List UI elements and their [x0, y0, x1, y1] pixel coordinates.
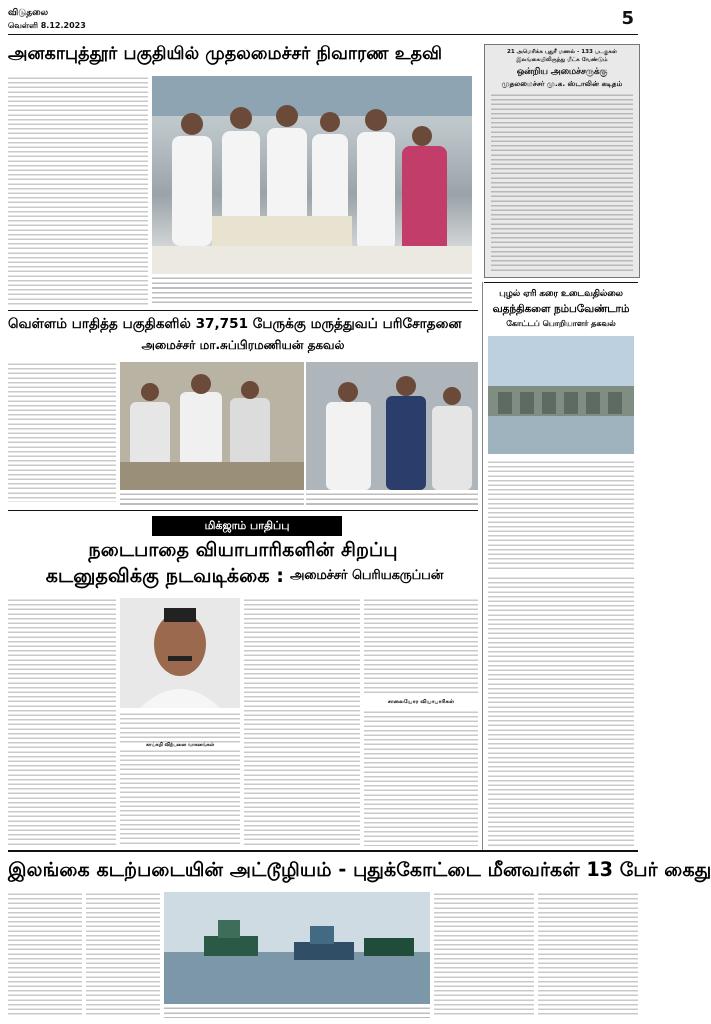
puzhal-lake-photo: [488, 336, 634, 454]
minister-portrait: [120, 598, 240, 708]
medical-story-body: [8, 362, 116, 502]
top-story-headline: அனகாபுத்தூர் பகுதியில் முதலமைச்சர் நிவாரண உதவி: [8, 44, 443, 64]
medical-caption-left: [120, 492, 304, 506]
michaung-sub-vendors: சாலையோர வியாபாரிகள்: [387, 699, 455, 705]
issue-date: வெள்ளி 8.12.2023: [8, 21, 86, 30]
medical-caption-right: [306, 492, 478, 506]
sidebar-kicker-2: இலங்கையிலிருந்து மீட்க வேண்டும்: [516, 57, 608, 63]
masthead-rule: [8, 34, 638, 35]
michaung-body-col3: [244, 598, 360, 846]
fishing-boats-photo: [164, 892, 430, 1004]
michaung-body-col4: [364, 598, 478, 696]
michaung-headline-1: நடைபாதை வியாபாரிகளின் சிறப்பு: [88, 538, 398, 561]
michaung-kicker: மிக்ஜாம் பாதிப்பு: [152, 516, 342, 536]
lake-subhead: கோட்டப் பொறியாளர் தகவல்: [506, 319, 616, 328]
michaung-body-col5: [364, 710, 478, 846]
bottom-story-body-col3: [434, 892, 534, 1016]
bottom-story-body-col1: [8, 892, 82, 1016]
page-number: 5: [621, 8, 634, 29]
michaung-body-col2: [120, 712, 240, 846]
lake-shutters-scene: [488, 336, 634, 454]
lake-headline-1: புழல் ஏரி கரை உடைவதில்லை: [499, 289, 623, 299]
column-divider: [482, 282, 483, 850]
medical-camp-photo: [120, 362, 304, 490]
michaung-headline-2: கடனுதவிக்கு நடவடிக்கை :: [45, 564, 284, 587]
sidebar-body: [491, 93, 633, 271]
top-story-photo: [152, 76, 472, 274]
fishing-boats-caption: [164, 1006, 430, 1018]
top-story-caption: [152, 276, 472, 306]
boats-scene: [164, 892, 430, 1004]
lake-story-body: [488, 460, 634, 572]
medical-story-headline: வெள்ளம் பாதித்த பகுதிகளில் 37,751 பேருக்கு மருத்துவப் பரிசோதனை: [8, 316, 462, 332]
medical-story-subhead: அமைச்சர் மா.சுப்பிரமணியன் தகவல்: [141, 338, 345, 352]
bottom-story-headline: இலங்கை கடற்படையின் அட்டூழியம் - புதுக்கோட்டை மீனவர்கள் 13 பேர் கைது: [8, 858, 711, 881]
top-story-body: [8, 76, 148, 306]
paper-name: விடுதலை: [8, 8, 49, 18]
sidebar-news-box: [484, 44, 640, 278]
michaung-headline-attrib: அமைச்சர் பெரியகருப்பன்: [290, 568, 444, 583]
bottom-story-body-col2: [86, 892, 160, 1016]
michaung-sub-vehicles: காய்கறி விற்பனை வாகனங்கள்: [120, 744, 240, 749]
medical-check-photo: [306, 362, 478, 490]
medical-check-scene: [306, 362, 478, 490]
masthead: [8, 8, 638, 34]
lake-headline-2: வதந்திகளை நம்பவேண்டாம்: [492, 303, 630, 315]
section-rule-2: [8, 510, 478, 511]
relief-distribution-scene: [152, 76, 472, 274]
portrait-scene: [120, 598, 240, 708]
sidebar-kicker-1: 21 அமெரிக்க புதுரீ மணல் - 133 படகுகள்: [506, 49, 618, 55]
sidebar-headline-2: முதலமைச்சர் மு.க. ஸ்டாலின் கடிதம்: [501, 79, 623, 88]
bottom-story-body-col4: [538, 892, 638, 1016]
sidebar-headline-1: ஒன்றிய அமைச்சருக்கு: [516, 67, 608, 77]
lake-story-body-cont: [488, 576, 634, 846]
medical-camp-scene: [120, 362, 304, 490]
section-rule-3: [8, 850, 638, 852]
michaung-body-col1: [8, 598, 116, 846]
section-rule-1: [8, 310, 478, 311]
lake-rule: [484, 282, 638, 283]
